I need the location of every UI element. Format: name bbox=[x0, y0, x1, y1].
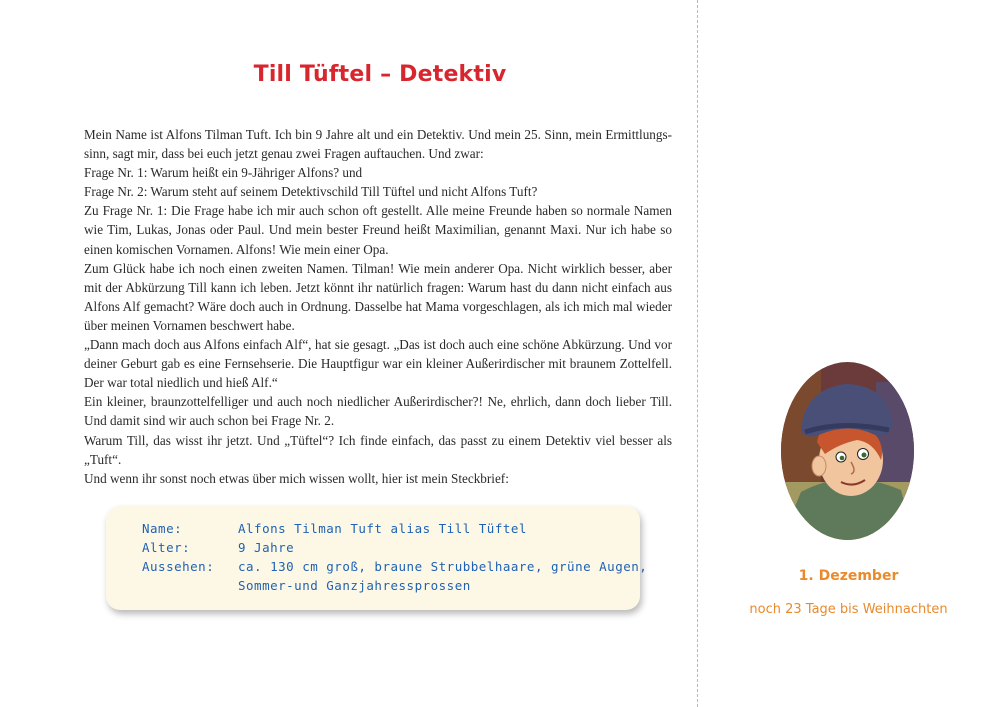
story-paragraph: Zu Frage Nr. 1: Die Frage habe ich mir auch schon oft gestellt. Alle meine Freunde haben so normale Namen wie Tim, Lukas, Jonas oder Paul. Und mein bester Freund heißt Maximilian, genannt Maxi. Nur ich habe so einen komischen Vornamen. Alfons! Wie mein einer Opa. bbox=[84, 203, 672, 257]
story-paragraph: Frage Nr. 2: Warum steht auf seinem Detektivschild Till Tüftel und nicht Alfons Tuft? bbox=[84, 184, 538, 200]
profile-label: Name: bbox=[142, 521, 183, 536]
date-heading: 1. Dezember bbox=[798, 568, 899, 584]
profile-value: ca. 130 cm groß, braune Strubbelhaare, grüne Augen, bbox=[238, 559, 648, 574]
profile-row-looks bbox=[142, 559, 647, 574]
profile-card bbox=[106, 506, 648, 610]
page-divider bbox=[697, 0, 698, 707]
profile-label: Aussehen: bbox=[142, 559, 215, 574]
story-text bbox=[84, 125, 672, 488]
profile-row-name bbox=[142, 521, 527, 536]
profile-value: Alfons Tilman Tuft alias Till Tüftel bbox=[238, 521, 527, 536]
story-paragraph: „Dann mach doch aus Alfons einfach Alf“, hat sie gesagt. „Das ist doch auch eine schöne Abkürzung. Und vor deiner Geburt gab es eine Fernsehserie. Die Hauptfigur war ein kleiner Außerirdischer mit braunem Zottelfell. Der war total niedlich und hieß Alf.“ bbox=[84, 337, 672, 391]
profile-value: 9 Jahre bbox=[238, 540, 295, 555]
boy-illustration bbox=[781, 362, 914, 540]
story-paragraph: Frage Nr. 1: Warum heißt ein 9-Jähriger Alfons? und bbox=[84, 165, 363, 181]
profile-row-looks-cont bbox=[142, 578, 471, 593]
page-title: Till Tüftel – Detektiv bbox=[253, 62, 507, 87]
story-paragraph: Ein kleiner, braunzottelfelliger und auch noch niedlicher Außerirdischer?! Ne, ehrlich, dann doch lieber Till. Und damit sind wir auch schon bei Frage Nr. 2. bbox=[84, 394, 672, 429]
profile-label: Alter: bbox=[142, 540, 191, 555]
story-paragraph: Zum Glück habe ich noch einen zweiten Namen. Tilman! Wie mein anderer Opa. Nicht wirklich besser, aber mit der Abkürzung Till kann ich leben. Jetzt könnt ihr natürlich fragen: Warum hast du dann nicht einfach aus Alfons Alf gemacht? Wäre doch auch in Ordnung. Dasselbe hat Mama vorgeschlagen, als ich mich mal wieder über meinen Vornamen beschwert habe. bbox=[84, 260, 672, 333]
profile-value: Sommer-und Ganzjahressprossen bbox=[238, 578, 471, 593]
countdown-text: noch 23 Tage bis Weihnachten bbox=[749, 602, 948, 617]
story-paragraph: Mein Name ist Alfons Tilman Tuft. Ich bin 9 Jahre alt und ein Detektiv. Und mein 25. Sinn, mein Ermittlungs-sinn, sagt mir, dass bei euch jetzt genau zwei Fragen auftauchen. Und zwar: bbox=[84, 127, 672, 162]
story-paragraph: Und wenn ihr sonst noch etwas über mich wissen wollt, hier ist mein Steckbrief: bbox=[84, 470, 509, 486]
profile-row-age bbox=[142, 540, 294, 555]
detective-portrait bbox=[781, 362, 914, 540]
story-paragraph: Warum Till, das wisst ihr jetzt. Und „Tüftel“? Ich finde einfach, das passt zu einem Detektiv viel besser als „Tuft“. bbox=[84, 432, 672, 467]
